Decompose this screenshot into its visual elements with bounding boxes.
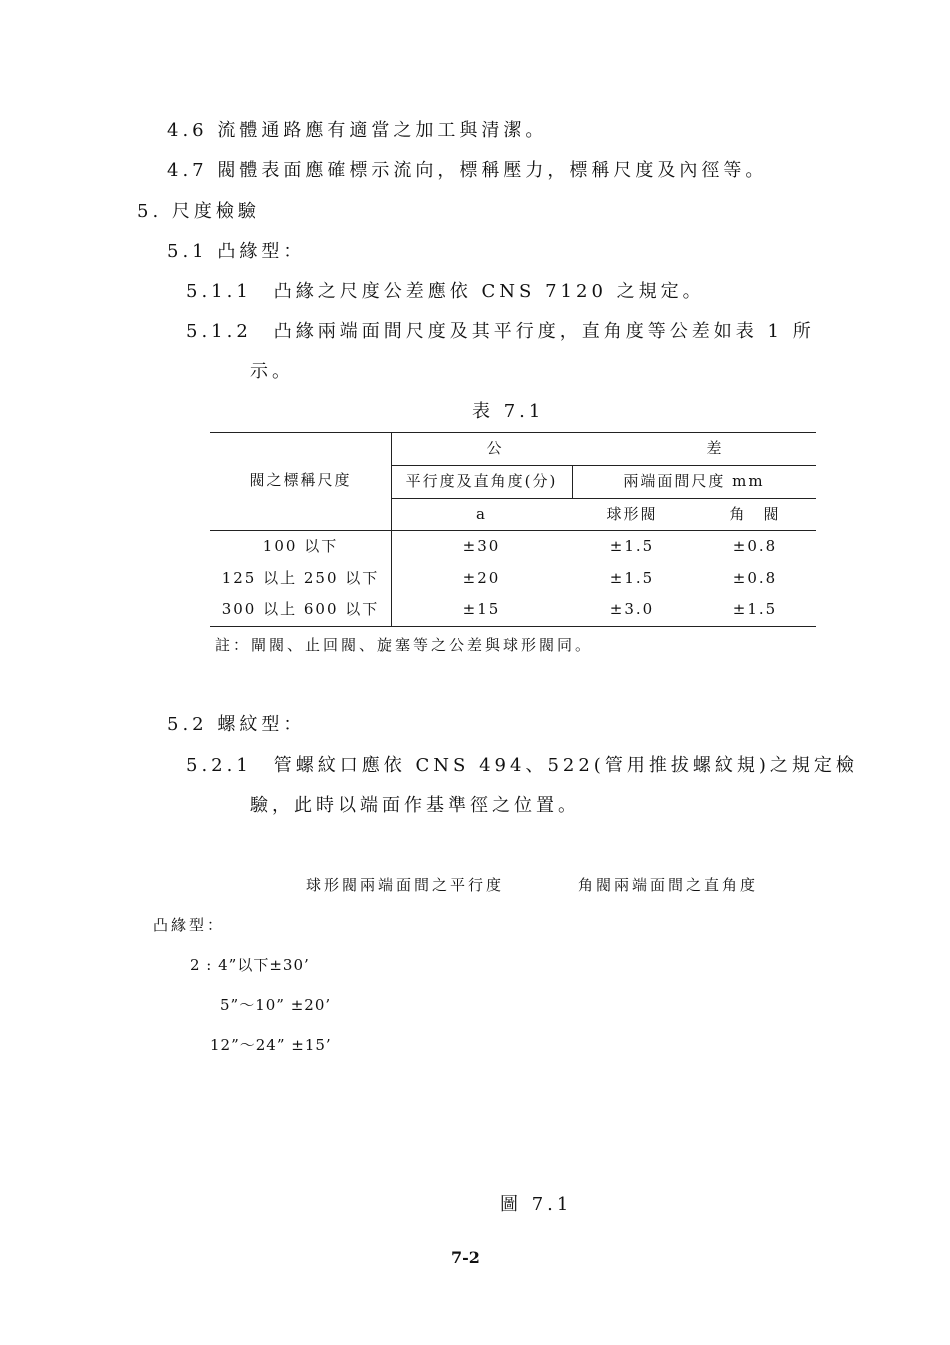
figure-spec-3: 12”～24” ±15’ <box>210 1036 332 1054</box>
header-face-to-face: 兩端面間尺度 mm <box>623 472 765 490</box>
row1-a: ±30 <box>462 537 501 555</box>
figure-label-parallelism: 球形閥兩端面間之平行度 <box>306 876 505 894</box>
figure-flange-type: 凸緣型： <box>153 916 226 934</box>
clause-4-6: 4.6 流體通路應有適當之加工與清潔。 <box>167 120 548 141</box>
section-5-1-heading: 5.1 凸緣型： <box>167 241 306 262</box>
row1-angle: ±0.8 <box>732 537 778 555</box>
header-col-ball: 球形閥 <box>606 505 658 523</box>
table-rule <box>391 498 816 499</box>
table-note: 註：閘閥、止回閥、旋塞等之公差與球形閥同。 <box>215 636 594 654</box>
header-col-a: a <box>476 505 487 523</box>
row3-angle: ±1.5 <box>732 600 778 618</box>
row2-size: 125 以上 250 以下 <box>221 569 380 587</box>
page-number: 7-2 <box>451 1248 480 1267</box>
section-5-heading: 5. 尺度檢驗 <box>137 201 260 222</box>
table-col-divider <box>391 432 392 627</box>
figure-spec-1: 2 : 4”以下±30’ <box>190 956 310 974</box>
clause-5-2-1-cont: 驗，此時以端面作基準徑之位置。 <box>250 795 580 816</box>
row2-angle: ±0.8 <box>732 569 778 587</box>
row3-a: ±15 <box>462 600 501 618</box>
clause-4-7: 4.7 閥體表面應確標示流向，標稱壓力，標稱尺度及內徑等。 <box>167 160 768 181</box>
header-gong: 公 <box>486 439 504 457</box>
table-rule-bottom <box>210 626 816 627</box>
section-5-2-heading: 5.2 螺紋型： <box>167 714 306 735</box>
row1-ball: ±1.5 <box>609 537 655 555</box>
header-col-angle: 角 閥 <box>729 505 781 523</box>
figure-spec-2: 5”～10” ±20’ <box>220 996 332 1014</box>
table-caption: 表 7.1 <box>472 401 545 422</box>
table-rule <box>391 465 816 466</box>
clause-5-1-2-cont: 示。 <box>250 361 294 382</box>
row3-size: 300 以上 600 以下 <box>221 600 380 618</box>
tolerance-table <box>210 432 816 627</box>
figure-label-perpendicularity: 角閥兩端面間之直角度 <box>578 876 759 894</box>
header-cha: 差 <box>706 439 724 457</box>
row1-size: 100 以下 <box>262 537 339 555</box>
table-rule-top <box>210 432 816 433</box>
row2-ball: ±1.5 <box>609 569 655 587</box>
header-parallelism: 平行度及直角度(分) <box>405 472 558 490</box>
row3-ball: ±3.0 <box>609 600 655 618</box>
clause-5-1-1: 5.1.1 凸緣之尺度公差應依 CNS 7120 之規定。 <box>186 281 705 302</box>
row2-a: ±20 <box>462 569 501 587</box>
figure-caption: 圖 7.1 <box>500 1194 573 1215</box>
clause-5-2-1: 5.2.1 管螺紋口應依 CNS 494、522(管用推拔螺紋規)之規定檢 <box>186 755 858 776</box>
clause-5-1-2: 5.1.2 凸緣兩端面間尺度及其平行度，直角度等公差如表 1 所 <box>186 321 815 342</box>
header-nominal-size: 閥之標稱尺度 <box>249 471 352 489</box>
table-rule-header-bottom <box>210 530 816 531</box>
